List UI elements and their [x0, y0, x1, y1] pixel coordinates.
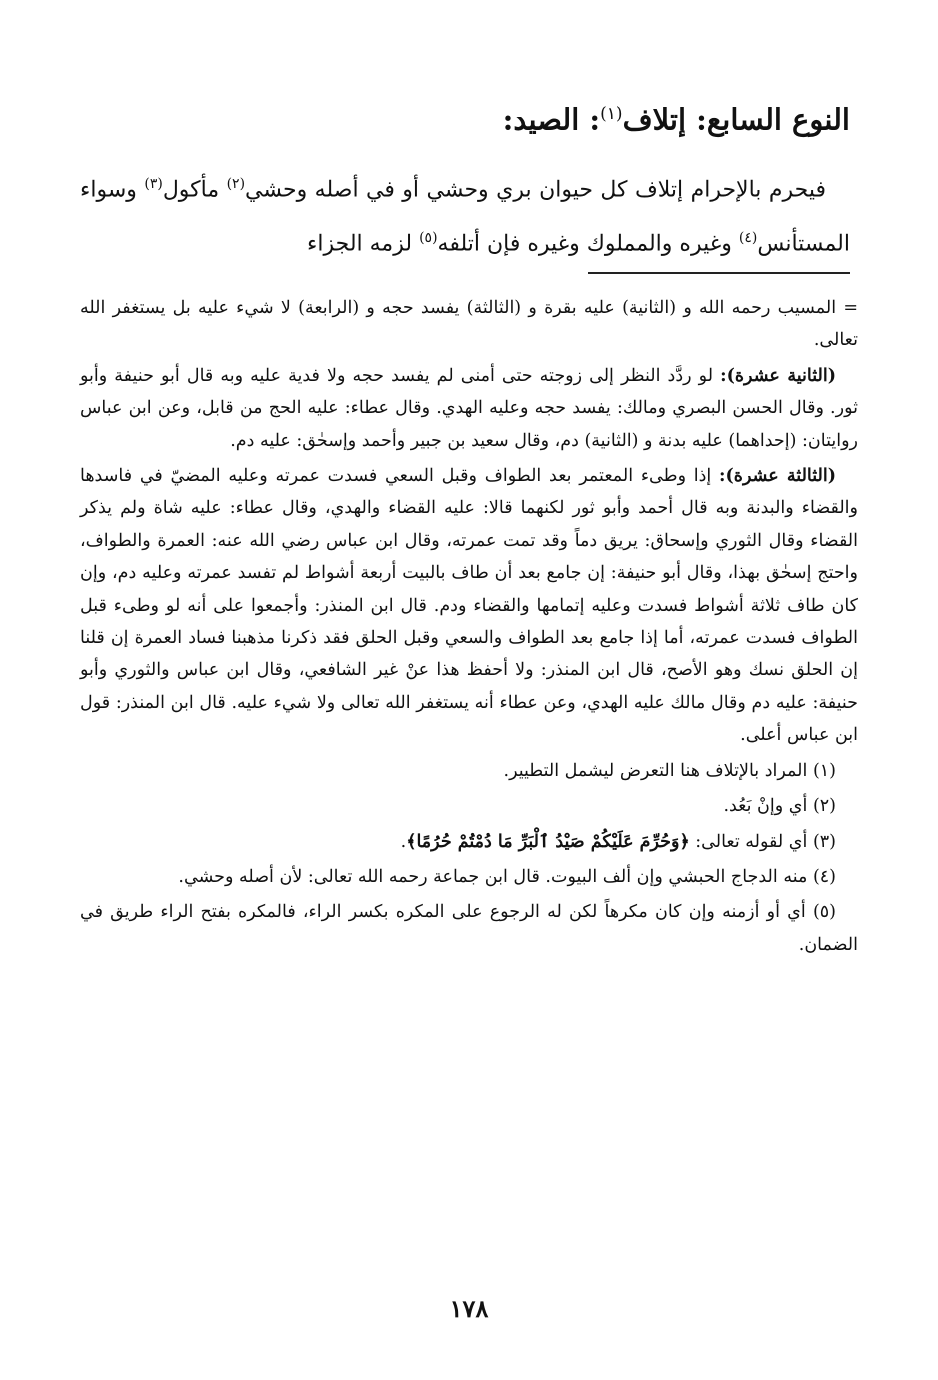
footnotes — [80, 292, 858, 964]
footnote-marker-5: (٥) — [419, 230, 438, 247]
main-text — [80, 160, 850, 269]
note-thirteenth — [80, 460, 858, 752]
footnote-3-lead: أي لقوله تعالى: — [689, 831, 808, 852]
heading-lead: النوع السابع: إتلاف — [622, 102, 850, 137]
heading-footnote-marker: (١) — [600, 104, 623, 124]
main-text-part-5: لزمه الجزاء — [307, 231, 420, 257]
footnote-5-marker: (٥) — [812, 902, 836, 923]
footnote-3 — [80, 826, 858, 858]
footnote-1 — [80, 755, 858, 787]
footnote-1-marker: (١) — [812, 760, 836, 781]
footnote-5 — [80, 896, 858, 961]
heading-tail: : الصيد: — [502, 102, 601, 137]
note-thirteenth-body: إذا وطىء المعتمر بعد الطواف وقبل السعي فسدت عمرته وعليه المضيّ في فاسدها والقضاء والبدنة وبه قال أحمد وأبو ثور لكنهما قالا: عليه القضاء والهدي، وقال عطاء: عليه شاة ولم يذكر القضاء وقال الثوري وإسحاق: يريق دماً وقد تمت عمرته، وقال ابن عباس رضي الله عنه: العمرة والطواف، واحتج إسحٰق بهذا، وقال أبو حنيفة: إن جامع بعد أن طاف بالبيت أربعة أشواط لم تفسد عمرته وعليه دم، وإن كان طاف ثلاثة أشواط فسدت وعليه إتمامها والقضاء ودم. قال ابن المنذر: وأجمعوا على أنه لو وطىء قبل الطواف فسدت عمرته، أما إذا جامع بعد الطواف والسعي وقبل الحلق فقد ذكرنا مذهبنا فساد العمرة إن قلنا إن الحلق نسك وهو الأصح، قال ابن المنذر: ولا أحفظ هذا عنْ غير الشافعي، وقال ابن عباس والثوري وأبو حنيفة: عليه دم وقال مالك عليه الهدي، وعن عطاء أنه يستغفر الله تعالى ولا شيء عليه. قال ابن المنذر: قول ابن عباس أعلى. — [80, 466, 858, 746]
footnote-2-marker: (٢) — [812, 796, 836, 817]
page-number: ١٧٨ — [449, 1294, 489, 1323]
note-twelfth — [80, 360, 858, 457]
note-twelfth-body: لو ردَّد النظر إلى زوجته حتى أمنى لم يفسد حجه ولا فدية عليه وبه قال أبو حنيفة وأبو ثور. وقال الحسن البصري ومالك: يفسد حجه وعليه الهدي. وقال عطاء: عليه الحج من قابل، وعن ابن عباس روايتان: (إحداهما) عليه بدنة و (الثانية) دم، وقال سعيد بن جبير وأحمد وإسحٰق: عليه دم. — [80, 365, 858, 451]
footnote-3-end: . — [400, 831, 407, 852]
footnote-2 — [80, 790, 858, 822]
footnote-1-text: المراد بالإتلاف هنا التعرض ليشمل التطيير. — [503, 760, 808, 781]
main-text-part-2: مأكول — [162, 177, 227, 203]
footnote-5-text: أي أو أزمنه وإن كان مكرهاً لكن له الرجوع على المكره بكسر الراء، فالمكره بفتح الراء طريق في الضمان. — [80, 902, 858, 955]
footnote-2-text: أي وإنْ بَعُد. — [723, 796, 808, 817]
footnote-4-marker: (٤) — [812, 866, 836, 887]
section-heading — [80, 94, 850, 140]
footnote-3-marker: (٣) — [812, 831, 836, 852]
main-text-part-1: فيحرم بالإحرام إتلاف كل حيوان بري وحشي أو في أصله وحشي — [245, 177, 826, 203]
note-thirteenth-title: (الثالثة عشرة): — [719, 466, 837, 487]
footnote-marker-3: (٣) — [144, 176, 163, 192]
footnote-4 — [80, 861, 858, 893]
footnote-separator — [588, 272, 850, 274]
footnote-continuation: = المسيب رحمه الله و (الثانية) عليه بقرة و (الثالثة) يفسد حجه و (الرابعة) لا شيء عليه بل يستغفر الله تعالى. — [80, 298, 858, 351]
main-text-part-4: وغيره والمملوك وغيره فإن أتلفه — [437, 231, 739, 257]
footnote-marker-4: (٤) — [738, 230, 758, 247]
main-text-part-3: وسواء المستأنس — [80, 177, 850, 257]
footnote-marker-2: (٢) — [226, 176, 246, 192]
note-twelfth-title: (الثانية عشرة): — [720, 365, 836, 386]
quran-verse: ﴿وَحُرِّمَ عَلَيْكُمْ صَيْدُ ٱلْبَرِّ مَا دُمْتُمْ حُرُمًا﴾ — [406, 831, 690, 852]
footnote-4-text: منه الدجاج الحبشي وإن ألف البيوت. قال ابن جماعة رحمه الله تعالى: لأن أصله وحشي. — [178, 866, 808, 887]
